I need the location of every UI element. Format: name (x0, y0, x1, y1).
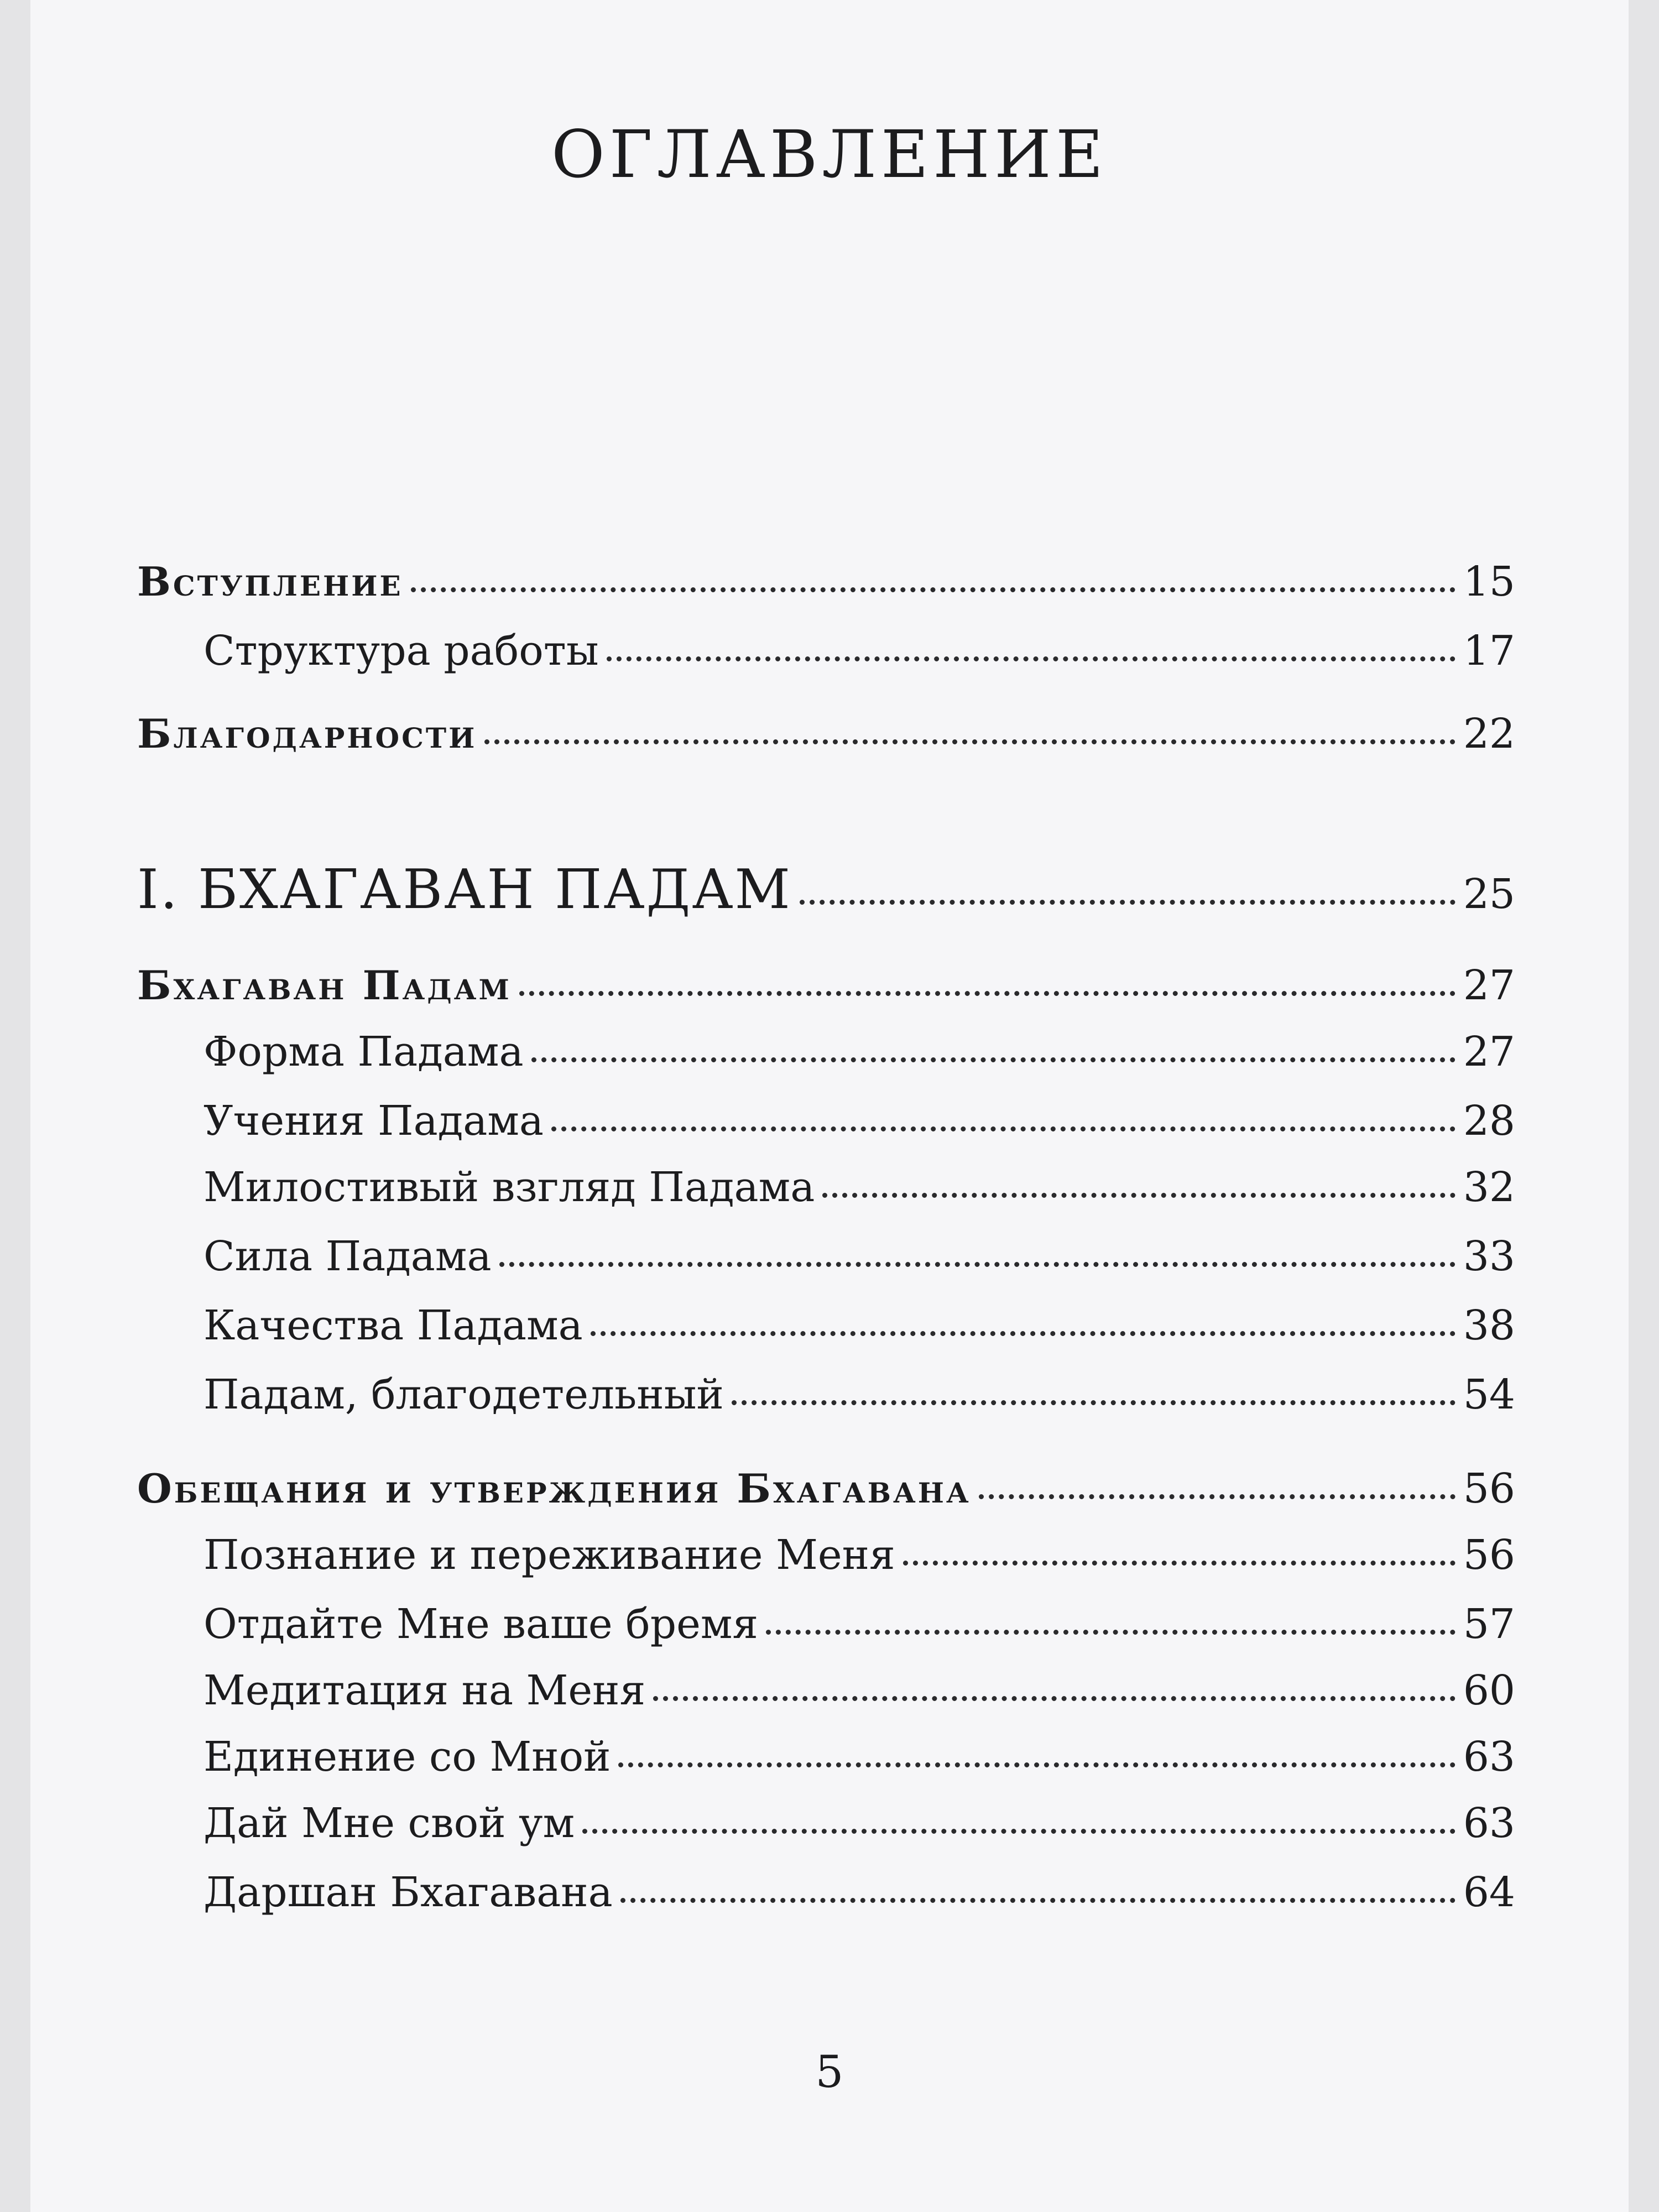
toc-entry-label: Милостивый взгляд Падама (204, 1164, 815, 1211)
toc-entry-page: 54 (1463, 1371, 1515, 1418)
toc-entry-label: Бхагаван Падам (137, 962, 512, 1009)
dot-leader (732, 1400, 1455, 1405)
toc-entry-label: Вступление (137, 558, 403, 605)
toc-entry-page: 60 (1463, 1667, 1515, 1714)
toc-entry-page: 38 (1463, 1302, 1515, 1349)
toc-entry[interactable] (137, 962, 1515, 1009)
toc-entry-page: 64 (1463, 1869, 1515, 1916)
dot-leader (766, 1630, 1455, 1635)
toc-entry[interactable] (204, 1164, 1515, 1211)
dot-leader (411, 587, 1455, 592)
toc-entry-page: 57 (1463, 1600, 1515, 1648)
toc-entry-page: 56 (1463, 1531, 1515, 1579)
dot-leader (531, 1057, 1455, 1062)
toc-entry-label: Дай Мне свой ум (204, 1799, 575, 1847)
toc-entry-page: 27 (1463, 1028, 1515, 1076)
toc-entry[interactable] (137, 1465, 1515, 1512)
toc-entry-page: 15 (1463, 558, 1515, 606)
toc-entry[interactable] (204, 1733, 1515, 1781)
table-of-contents (30, 0, 1629, 2212)
toc-entry[interactable] (204, 1302, 1515, 1349)
toc-entry-page: 63 (1463, 1799, 1515, 1847)
dot-leader (582, 1829, 1455, 1834)
dot-leader (607, 656, 1455, 661)
toc-entry-label: Форма Падама (204, 1028, 524, 1076)
dot-leader (618, 1762, 1455, 1767)
dot-leader (499, 1262, 1455, 1267)
page-number: 5 (815, 2046, 844, 2098)
toc-entry[interactable] (204, 1600, 1515, 1648)
toc-entry-label: Учения Падама (204, 1097, 544, 1145)
toc-entry-label: Благодарности (137, 710, 477, 757)
toc-entry[interactable] (204, 1531, 1515, 1579)
toc-entry-label: Качества Падама (204, 1302, 583, 1349)
toc-entry[interactable] (204, 1097, 1515, 1145)
toc-entry-label: Познание и переживание Меня (204, 1531, 895, 1579)
toc-entry-page: 63 (1463, 1733, 1515, 1781)
dot-leader (653, 1696, 1455, 1701)
dot-leader (903, 1561, 1455, 1566)
toc-entry[interactable] (204, 1869, 1515, 1916)
toc-entry-page: 17 (1463, 627, 1515, 675)
dot-leader (519, 991, 1455, 996)
toc-entry[interactable] (137, 710, 1515, 758)
toc-entry-label: Единение со Мной (204, 1733, 611, 1781)
toc-entry-label: Падам, благодетельный (204, 1371, 724, 1418)
dot-leader (822, 1193, 1455, 1198)
toc-entry-label: Даршан Бхагавана (204, 1869, 613, 1916)
toc-entry[interactable] (204, 1799, 1515, 1847)
toc-title: ОГЛАВЛЕНИЕ (551, 116, 1108, 192)
toc-entry-page: 33 (1463, 1233, 1515, 1280)
dot-leader (591, 1331, 1455, 1336)
toc-entry-label: Структура работы (204, 627, 599, 675)
toc-entry-label: Медитация на Меня (204, 1667, 646, 1714)
toc-entry[interactable] (204, 627, 1515, 675)
toc-entry[interactable] (204, 1233, 1515, 1280)
toc-entry-label: Сила Падама (204, 1233, 492, 1280)
toc-entry-page: 32 (1463, 1164, 1515, 1211)
toc-entry[interactable] (204, 1028, 1515, 1076)
toc-entry-label: Отдайте Мне ваше бремя (204, 1600, 759, 1648)
toc-entry-page: 56 (1463, 1465, 1515, 1512)
toc-entry-page: 22 (1463, 710, 1515, 758)
toc-entry-page: 28 (1463, 1097, 1515, 1145)
dot-leader (979, 1494, 1455, 1499)
dot-leader (484, 739, 1455, 744)
dot-leader (551, 1126, 1455, 1131)
toc-entry[interactable] (204, 1667, 1515, 1714)
book-page (30, 0, 1629, 2212)
toc-entry-label: Обещания и утверждения Бхагавана (137, 1465, 971, 1512)
toc-entry[interactable] (204, 1371, 1515, 1418)
toc-entry-label: I. БХАГАВАН ПАДАМ (137, 858, 792, 921)
toc-entry[interactable] (137, 558, 1515, 606)
toc-entry-page: 27 (1463, 962, 1515, 1009)
dot-leader (620, 1898, 1455, 1903)
toc-entry-part[interactable] (137, 858, 1515, 921)
dot-leader (800, 900, 1455, 905)
toc-entry-page: 25 (1463, 870, 1515, 918)
